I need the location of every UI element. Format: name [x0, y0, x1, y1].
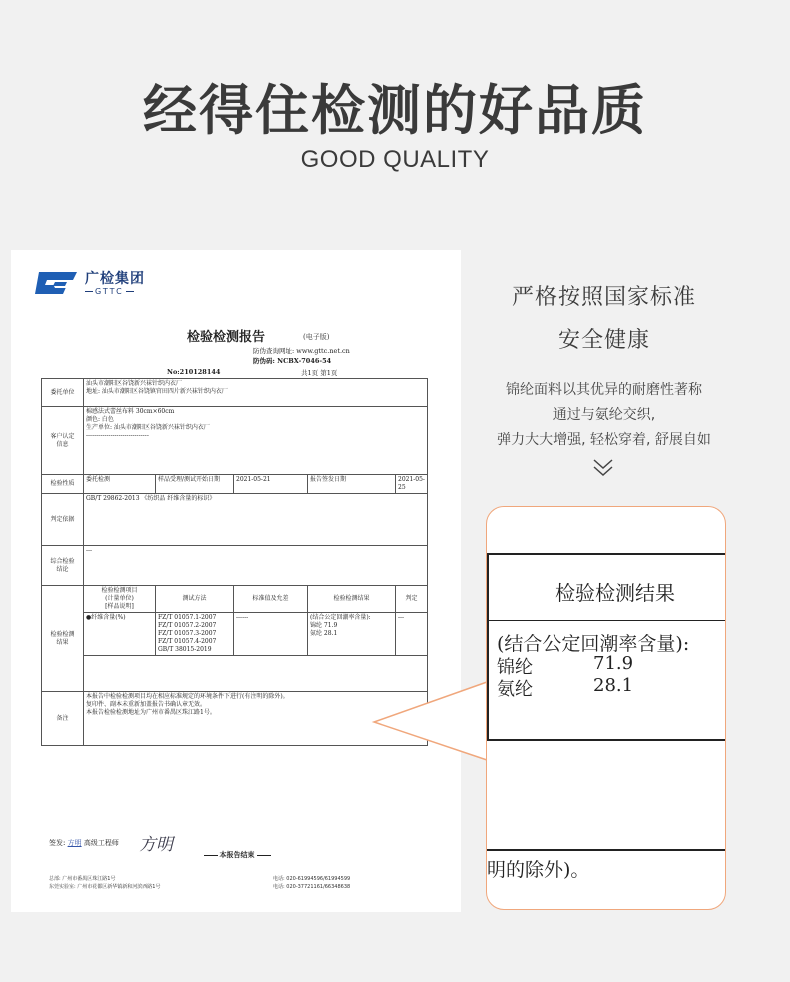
report-number: No:210128144: [167, 368, 221, 376]
results-blank: [84, 656, 428, 692]
table-row: [42, 494, 428, 546]
footer-tel-1: 电话: 020-61994596/61994599: [273, 876, 351, 882]
col-judge-header: 判定: [396, 586, 428, 613]
table-row: [42, 407, 428, 475]
report-website: 防伪查询网址: www.gttc.net.cn: [253, 347, 350, 355]
logo-chinese-name: 广检集团: [85, 271, 145, 287]
side-text-3: 弹力大大增强, 轻松穿着, 舒展自如: [497, 432, 711, 448]
zoom-fiber-1-name: 锦纶: [497, 657, 533, 678]
zoom-fiber-1-value: 71.9: [593, 653, 634, 674]
results-label: 检验检测 结果: [42, 586, 84, 692]
nature-label: 检验性质: [42, 475, 84, 494]
zoom-remark-row: [487, 849, 726, 909]
basis-value: GB/T 29862-2013 《纺织品 纤维含量的标识》: [84, 494, 428, 546]
client-label: 委托单位: [42, 379, 84, 407]
report-end: 本报告结束: [187, 850, 287, 860]
zoom-fiber-2: [497, 675, 634, 701]
zoom-header-row: [489, 555, 726, 621]
logo-english-name: GTTC: [83, 287, 136, 296]
sign-label: 签发:: [49, 839, 66, 847]
zoom-remark-tail: 明的除外)。: [487, 859, 590, 881]
side-heading-2: 安全健康: [557, 328, 650, 353]
side-text-2: 通过与氨纶交织,: [552, 407, 656, 423]
table-row: [42, 379, 428, 407]
nature-value: 委托检测: [84, 475, 156, 494]
basis-label: 判定依据: [42, 494, 84, 546]
table-row: [42, 586, 428, 613]
report-table: [41, 378, 428, 746]
gttc-logo-icon: [33, 268, 81, 298]
item-value: ●纤维含量(%): [84, 613, 156, 656]
sample-value: 棉感法式蕾丝布料 30cm×60cm 颜色: 白色 生产单位: 汕头市潮阳区谷饶新兴袜针织内衣厂 -------------------------------: [84, 407, 428, 475]
col-item-header: 检验检测项目 (计量单位) [样品说明]: [84, 586, 156, 613]
zoom-fiber-2-name: 氨纶: [497, 679, 533, 700]
issue-value: 2021-05-25: [396, 475, 428, 494]
zoom-fiber-2-value: 28.1: [593, 675, 634, 696]
report-pages: 共1页 第1页: [301, 369, 338, 377]
gttc-logo: [33, 268, 153, 302]
conclusion-label: 综合检验 结论: [42, 546, 84, 586]
report-title: 检验检测报告: [187, 330, 266, 345]
sign-title: 高级工程师: [83, 839, 119, 847]
test-report-document: [11, 250, 461, 912]
handwritten-signature: 方明: [139, 835, 173, 855]
report-edition: (电子版): [303, 333, 330, 341]
date-label: 样品受理/测试开始日期: [156, 475, 234, 494]
signer-line: [49, 838, 119, 848]
conclusion-value: ---: [84, 546, 428, 586]
col-result-header: 检验检测结果: [308, 586, 396, 613]
client-value: 汕头市潮阳区谷饶新兴袜针织内衣厂 地址: 汕头市潮阳区谷饶镇官田四片新兴袜针织内衣厂: [84, 379, 428, 407]
footer-tel-2: 电话: 020-37721161/66348638: [273, 884, 351, 890]
page-title: 经得住检测的好品质: [143, 79, 647, 142]
table-row: [42, 546, 428, 586]
table-row: [42, 475, 428, 494]
remark-value: 本报告中检验检测项目均在相应标准规定的环境条件下进行(有注明的除外)。 复印件、副本未重新加盖报告书确认章无效。 本报告检验检测地址为广州市番禺区珠江路1号。: [84, 692, 428, 746]
judge-value: ---: [396, 613, 428, 656]
table-row: [42, 613, 428, 656]
col-method-header: 测试方法: [156, 586, 234, 613]
footer-address-2: 东莞实验室: 广州市花都区新华镇新和河滨西路1号: [49, 884, 161, 890]
sample-label: 客户认定 信息: [42, 407, 84, 475]
standard-value: ------: [234, 613, 308, 656]
issue-label: 报告签发日期: [308, 475, 396, 494]
result-value: (结合公定回潮率含量): 锦纶 71.9 氨纶 28.1: [308, 613, 396, 656]
date-value: 2021-05-21: [234, 475, 308, 494]
method-value: FZ/T 01057.1-2007 FZ/T 01057.2-2007 FZ/T 01057.3-2007 FZ/T 01057.4-2007 GB/T 38015-2019: [156, 613, 234, 656]
zoom-header: 检验检测结果: [555, 581, 675, 605]
col-standard-header: 标准值及允差: [234, 586, 308, 613]
side-text-1: 锦纶面料以其优异的耐磨性著称: [506, 382, 702, 398]
sign-name: 方明: [67, 839, 82, 847]
page-subtitle: GOOD QUALITY: [300, 146, 490, 173]
remark-label: 备注: [42, 692, 84, 746]
double-chevron-down-icon: [592, 458, 614, 478]
table-row: [42, 692, 428, 746]
table-row: [42, 656, 428, 692]
zoom-callout: [486, 506, 726, 910]
report-code: 防伪码: NCBX-7046-54: [253, 357, 332, 365]
zoom-result-note: (结合公定回潮率含量):: [497, 633, 690, 655]
side-heading-1: 严格按照国家标准: [511, 285, 696, 310]
footer-address-1: 总部: 广州市番禺区珠江路1号: [49, 876, 116, 882]
zoom-table: [487, 553, 726, 741]
